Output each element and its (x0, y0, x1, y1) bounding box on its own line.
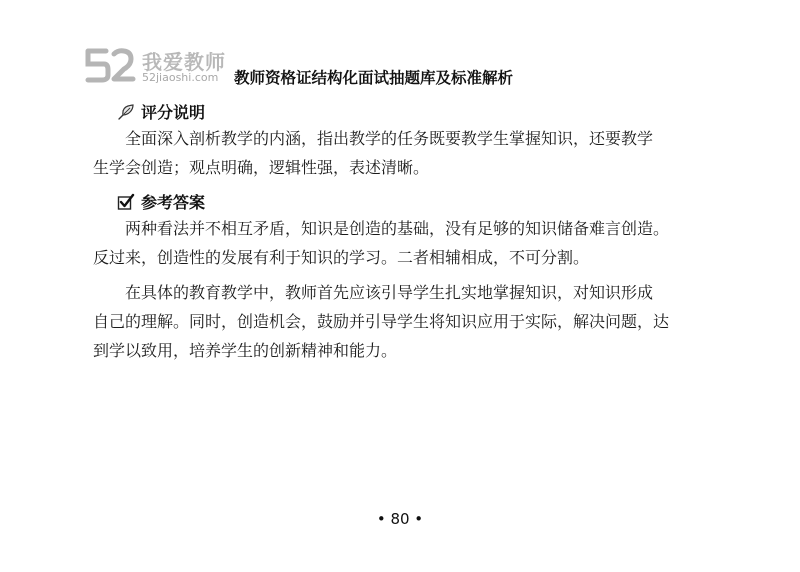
logo-52-icon (84, 46, 138, 84)
answer-section-title: 参考答案 (141, 193, 206, 212)
answer-line: 在具体的教育教学中，教师首先应该引导学生扎实地掌握知识，对知识形成 (125, 283, 654, 302)
scoring-section-heading (117, 100, 205, 123)
answer-paragraph-1 (93, 214, 719, 272)
logo-text: 我爱教师 (142, 50, 226, 74)
scoring-line: 全面深入剖析教学的内涵，指出教学的任务既要教学生掌握知识，还要教学 (125, 129, 654, 148)
answer-line: 自己的理解。同时，创造机会，鼓励并引导学生将知识应用于实际，解决问题，达 (93, 312, 670, 331)
page-number: • 80 • (376, 510, 424, 528)
page-header (84, 44, 644, 90)
scoring-description (93, 124, 719, 182)
book-title: 教师资格证结构化面试抽题库及标准解析 (234, 69, 514, 87)
scoring-section-title: 评分说明 (141, 103, 206, 122)
answer-section-heading (117, 190, 205, 213)
answer-line: 反过来，创造性的发展有利于知识的学习。二者相辅相成，不可分割。 (93, 248, 590, 267)
feather-pen-icon (117, 103, 135, 121)
checkbox-checked-icon (117, 193, 135, 211)
scoring-line: 生学会创造；观点明确，逻辑性强，表述清晰。 (93, 158, 430, 177)
answer-line: 到学以致用，培养学生的创新精神和能力。 (93, 341, 398, 360)
site-logo (84, 44, 244, 88)
answer-paragraph-2 (93, 278, 719, 365)
logo-url: 52jiaoshi.com (142, 71, 219, 84)
answer-line: 两种看法并不相互矛盾，知识是创造的基础，没有足够的知识储备难言创造。 (125, 219, 670, 238)
